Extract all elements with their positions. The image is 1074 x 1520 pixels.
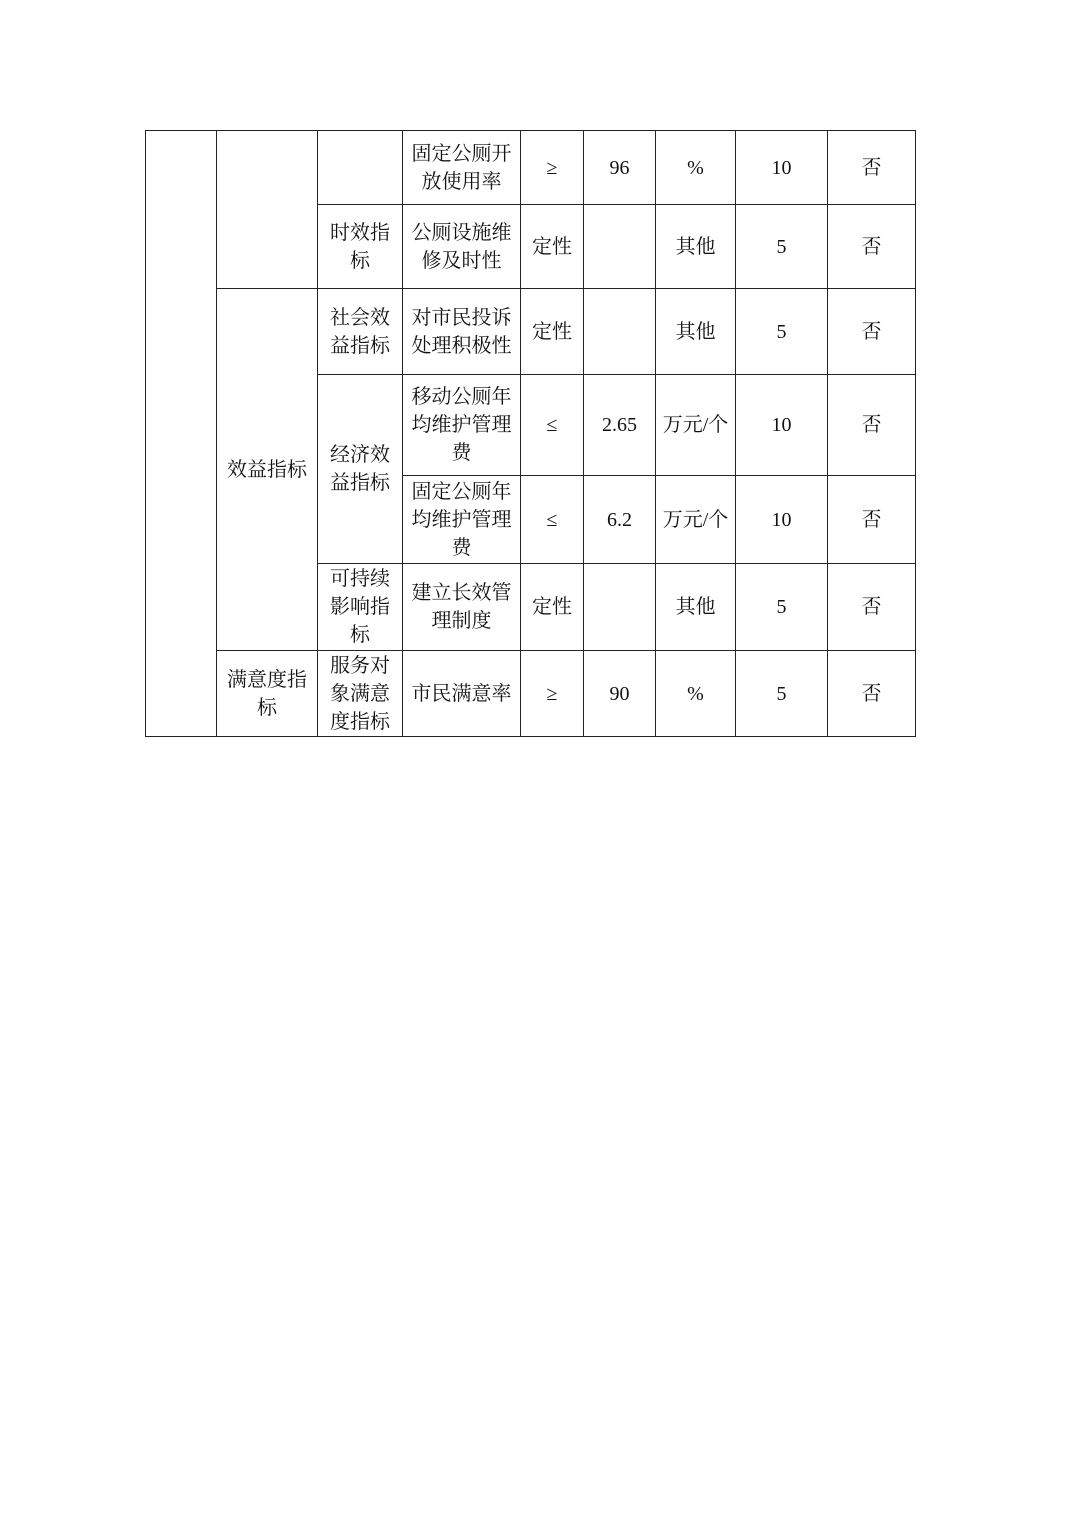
operator-cell: ≤ bbox=[521, 375, 584, 476]
performance-indicator-table bbox=[145, 130, 916, 737]
flag-cell: 否 bbox=[828, 651, 916, 737]
unit-cell: 万元/个 bbox=[656, 476, 736, 564]
target-value-cell: 6.2 bbox=[584, 476, 656, 564]
unit-cell: 其他 bbox=[656, 564, 736, 651]
unit-cell: 其他 bbox=[656, 289, 736, 375]
level2-cell: 经济效益指标 bbox=[318, 375, 403, 564]
table-row bbox=[146, 651, 916, 737]
level1-satisfaction-cell: 满意度指标 bbox=[217, 651, 318, 737]
flag-cell: 否 bbox=[828, 131, 916, 205]
level3-cell: 建立长效管理制度 bbox=[403, 564, 521, 651]
score-cell: 5 bbox=[736, 651, 828, 737]
target-value-cell: 90 bbox=[584, 651, 656, 737]
level2-cell: 时效指标 bbox=[318, 205, 403, 289]
target-value-cell: 96 bbox=[584, 131, 656, 205]
level3-cell: 市民满意率 bbox=[403, 651, 521, 737]
operator-cell: ≤ bbox=[521, 476, 584, 564]
level1-blank-cell-upper bbox=[217, 131, 318, 289]
table-row bbox=[146, 131, 916, 205]
level2-cell: 服务对象满意度指标 bbox=[318, 651, 403, 737]
target-value-cell bbox=[584, 205, 656, 289]
operator-cell: 定性 bbox=[521, 564, 584, 651]
table-row bbox=[146, 289, 916, 375]
score-cell: 5 bbox=[736, 289, 828, 375]
level3-cell: 移动公厕年均维护管理费 bbox=[403, 375, 521, 476]
score-cell: 10 bbox=[736, 375, 828, 476]
level1-benefit-cell: 效益指标 bbox=[217, 289, 318, 651]
flag-cell: 否 bbox=[828, 476, 916, 564]
level3-cell: 对市民投诉处理积极性 bbox=[403, 289, 521, 375]
level3-cell: 公厕设施维修及时性 bbox=[403, 205, 521, 289]
operator-cell: ≥ bbox=[521, 651, 584, 737]
operator-cell: 定性 bbox=[521, 289, 584, 375]
flag-cell: 否 bbox=[828, 564, 916, 651]
flag-cell: 否 bbox=[828, 375, 916, 476]
level2-cell bbox=[318, 131, 403, 205]
level1-blank-cell bbox=[146, 131, 217, 737]
flag-cell: 否 bbox=[828, 205, 916, 289]
unit-cell: % bbox=[656, 131, 736, 205]
score-cell: 10 bbox=[736, 131, 828, 205]
level2-cell: 社会效益指标 bbox=[318, 289, 403, 375]
score-cell: 10 bbox=[736, 476, 828, 564]
unit-cell: 其他 bbox=[656, 205, 736, 289]
level3-cell: 固定公厕年均维护管理费 bbox=[403, 476, 521, 564]
operator-cell: ≥ bbox=[521, 131, 584, 205]
unit-cell: 万元/个 bbox=[656, 375, 736, 476]
unit-cell: % bbox=[656, 651, 736, 737]
target-value-cell bbox=[584, 564, 656, 651]
score-cell: 5 bbox=[736, 205, 828, 289]
target-value-cell: 2.65 bbox=[584, 375, 656, 476]
operator-cell: 定性 bbox=[521, 205, 584, 289]
score-cell: 5 bbox=[736, 564, 828, 651]
flag-cell: 否 bbox=[828, 289, 916, 375]
target-value-cell bbox=[584, 289, 656, 375]
level2-cell: 可持续影响指标 bbox=[318, 564, 403, 651]
level3-cell: 固定公厕开放使用率 bbox=[403, 131, 521, 205]
